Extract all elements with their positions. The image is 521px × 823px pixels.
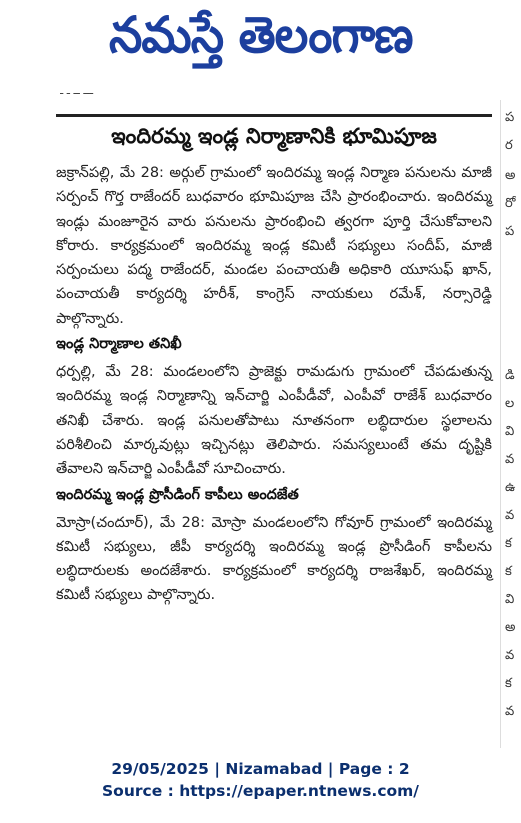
article-paragraph-3: మోస్రా(చందూర్), మే 28: మోస్రా మండలంలోని గోవూర్ గ్రామంలో ఇందిరమ్మ కమిటీ సభ్యులు, జీపీ కార్యదర్శి ఇందిరమ్మ ఇండ్ల ప్రొసీడింగ్ కాపీలను లబ్ధిదారులకు అందజేశారు. కార్యక్రమంలో కార్యదర్శి రాజశేఖర్, ఇందిరమ్మ కమిటీ సభ్యులు పాల్గొన్నారు. (56, 514, 492, 604)
article-headline: ఇందిరమ్మ ఇండ్ల నిర్మాణానికి భూమిపూజ (56, 114, 492, 157)
article-paragraph-2: ధర్పల్లి, మే 28: మండలంలోని ప్రాజెక్టు రామడుగు గ్రామంలో చేపడుతున్న ఇందిరమ్మ ఇండ్ల నిర్మాణాన్ని ఇన్‌చార్జి ఎంపీడీవో, ఎంపీవో రాజేశ్ బుధవారం తనిఖీ చేశారు. ఇండ్ల పనులతోపాటు నూతనంగా లబ్ధిదారుల స్థలాలను పరిశీలించి మార్కవుట్లు ఇచ్చినట్లు తెలిపారు. సమస్యలుంటే తమ దృష్టికి తేవాలని ఇన్‌చార్జి ఎంపీడీవో సూచించారు. (56, 364, 492, 478)
masthead (0, 0, 521, 82)
adjacent-column-edge: ప ర అ రో ప డి ల వి వ ఉ వ క క వి అ వ క వ (500, 100, 521, 748)
news-article (56, 114, 492, 608)
article-subheading-2: ఇండ్ల నిర్మాణాల తనిఖీ (56, 336, 182, 353)
edition-info: 29/05/2025 | Nizamabad | Page : 2 (111, 760, 410, 778)
page-footer (0, 758, 521, 802)
article-paragraph-1: జక్రాన్‌పల్లి, మే 28: అర్గుల్ గ్రామంలో ఇందిరమ్మ ఇండ్ల నిర్మాణ పనులను మాజీ సర్పంచ్ గొర్త రాజేందర్ బుధవారం భూమిపూజ చేసి ప్రారంభించారు. ఇందిరమ్మ ఇండ్లు మంజూరైన వారు పనులను ప్రారంభించి త్వరగా పూర్తి చేసుకోవాలని కోరారు. కార్యక్రమంలో ఇందిరమ్మ ఇండ్ల కమిటీ సభ్యులు సందీప్, మాజీ సర్పంచులు పద్మ రాజేందర్, మండల పంచాయతీ అధికారి యూసుఫ్ ఖాన్, పంచాయతీ కార్యదర్శి హరీశ్, కాంగ్రెస్ నాయకులు రమేశ్, నర్సారెడ్డి పాల్గొన్నారు. (56, 165, 492, 327)
article-subheading-3: ఇందిరమ్మ ఇండ్ల ప్రొసీడింగ్ కాపీలు అందజేత (56, 486, 299, 503)
newspaper-logo: నమస్తే తెలంగాణ (108, 5, 413, 64)
source-link: Source : https://epaper.ntnews.com/ (102, 782, 419, 800)
clipped-text-fragment: ـــ ــ ـ ـ (60, 90, 94, 97)
